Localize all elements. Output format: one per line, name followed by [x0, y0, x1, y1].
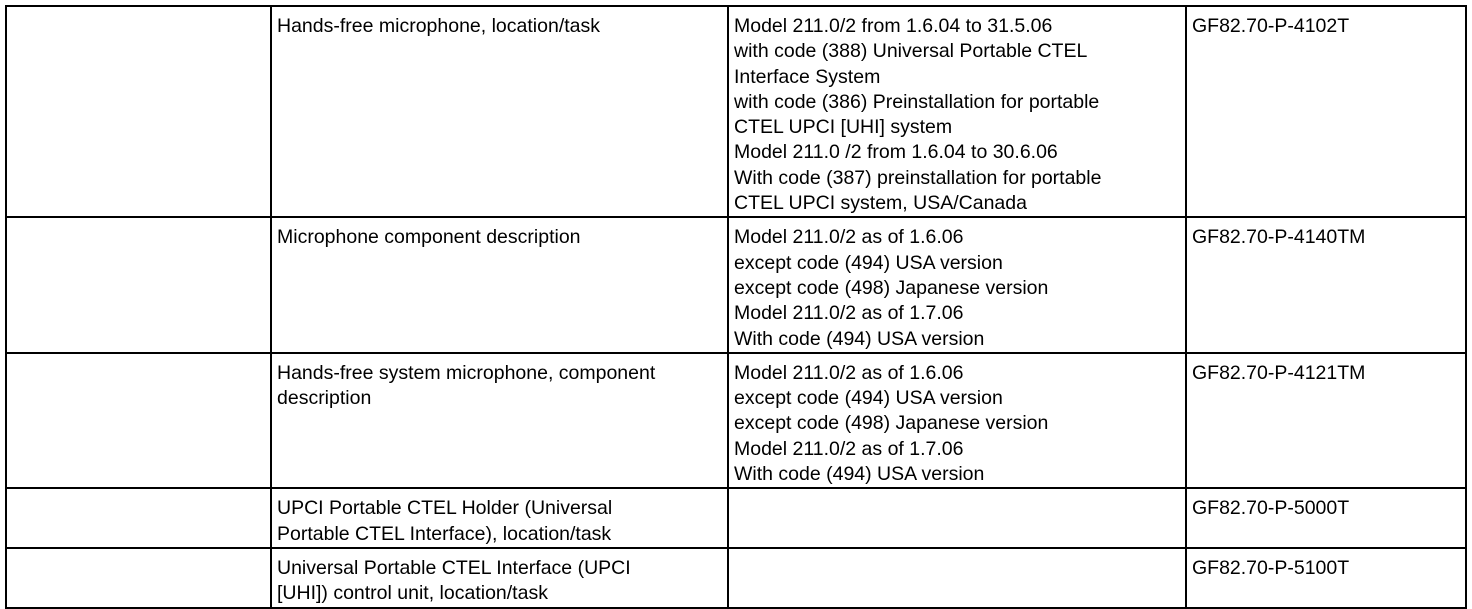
document-number: GF82.70-P-5000T — [1192, 497, 1350, 520]
validity-line: Model 211.0/2 as of 1.7.06 — [734, 437, 964, 460]
blank-cell — [6, 217, 271, 352]
table-row — [6, 548, 1466, 608]
validity-line: except code (494) USA version — [734, 387, 1003, 410]
validity-line: With code (494) USA version — [734, 327, 985, 350]
validity-line: Model 211.0/2 from 1.6.04 to 31.5.06 — [734, 15, 1053, 37]
blank-cell — [6, 488, 271, 548]
blank-cell — [6, 6, 271, 217]
description-line: Universal Portable CTEL Interface (UPCI — [277, 556, 631, 579]
validity-line: except code (498) Japanese version — [734, 412, 1049, 435]
description-line: description — [277, 387, 372, 410]
description-cell — [271, 217, 728, 352]
description-cell — [271, 6, 728, 217]
validity-line: except code (494) USA version — [734, 251, 1003, 274]
validity-line: Model 211.0/2 as of 1.6.06 — [734, 361, 964, 384]
validity-cell — [728, 217, 1186, 352]
validity-line: Model 211.0/2 as of 1.6.06 — [734, 226, 964, 249]
blank-cell — [6, 353, 271, 488]
document-number-cell — [1186, 548, 1466, 608]
validity-line: Interface System — [734, 65, 881, 88]
blank-cell — [6, 548, 271, 608]
document-number: GF82.70-P-5100T — [1192, 556, 1350, 579]
description-line: Portable CTEL Interface), location/task — [277, 522, 612, 545]
description-cell — [271, 548, 728, 608]
table-row — [6, 488, 1466, 548]
validity-line: With code (387) preinstallation for portable — [734, 166, 1102, 189]
description-text: Microphone component description — [277, 226, 581, 249]
validity-line: except code (498) Japanese version — [734, 276, 1049, 299]
document-number-cell — [1186, 488, 1466, 548]
document-number: GF82.70-P-4121TM — [1192, 361, 1366, 384]
validity-cell — [728, 353, 1186, 488]
document-number-cell — [1186, 217, 1466, 352]
description-cell — [271, 488, 728, 548]
description-cell — [271, 353, 728, 488]
table-row — [6, 6, 1466, 217]
document-number: GF82.70-P-4140TM — [1192, 226, 1366, 249]
document-table — [5, 5, 1467, 609]
description-line: Hands-free system microphone, component — [277, 361, 656, 384]
table-row — [6, 217, 1466, 352]
description-text: Hands-free microphone, location/task — [277, 15, 600, 37]
validity-line: with code (386) Preinstallation for portable — [734, 90, 1100, 113]
document-number-cell — [1186, 353, 1466, 488]
document-number-cell — [1186, 6, 1466, 217]
validity-line: With code (494) USA version — [734, 463, 985, 486]
validity-line: CTEL UPCI system, USA/Canada — [734, 192, 1027, 215]
validity-cell — [728, 548, 1186, 608]
validity-cell — [728, 6, 1186, 217]
document-number: GF82.70-P-4102T — [1192, 15, 1350, 37]
validity-cell — [728, 488, 1186, 548]
validity-line: Model 211.0 /2 from 1.6.04 to 30.6.06 — [734, 141, 1058, 164]
table-row — [6, 353, 1466, 488]
description-line: [UHI]) control unit, location/task — [277, 582, 548, 605]
validity-line: Model 211.0/2 as of 1.7.06 — [734, 302, 964, 325]
validity-line: CTEL UPCI [UHI] system — [734, 116, 953, 139]
validity-line: with code (388) Universal Portable CTEL — [734, 40, 1088, 63]
description-line: UPCI Portable CTEL Holder (Universal — [277, 497, 613, 520]
